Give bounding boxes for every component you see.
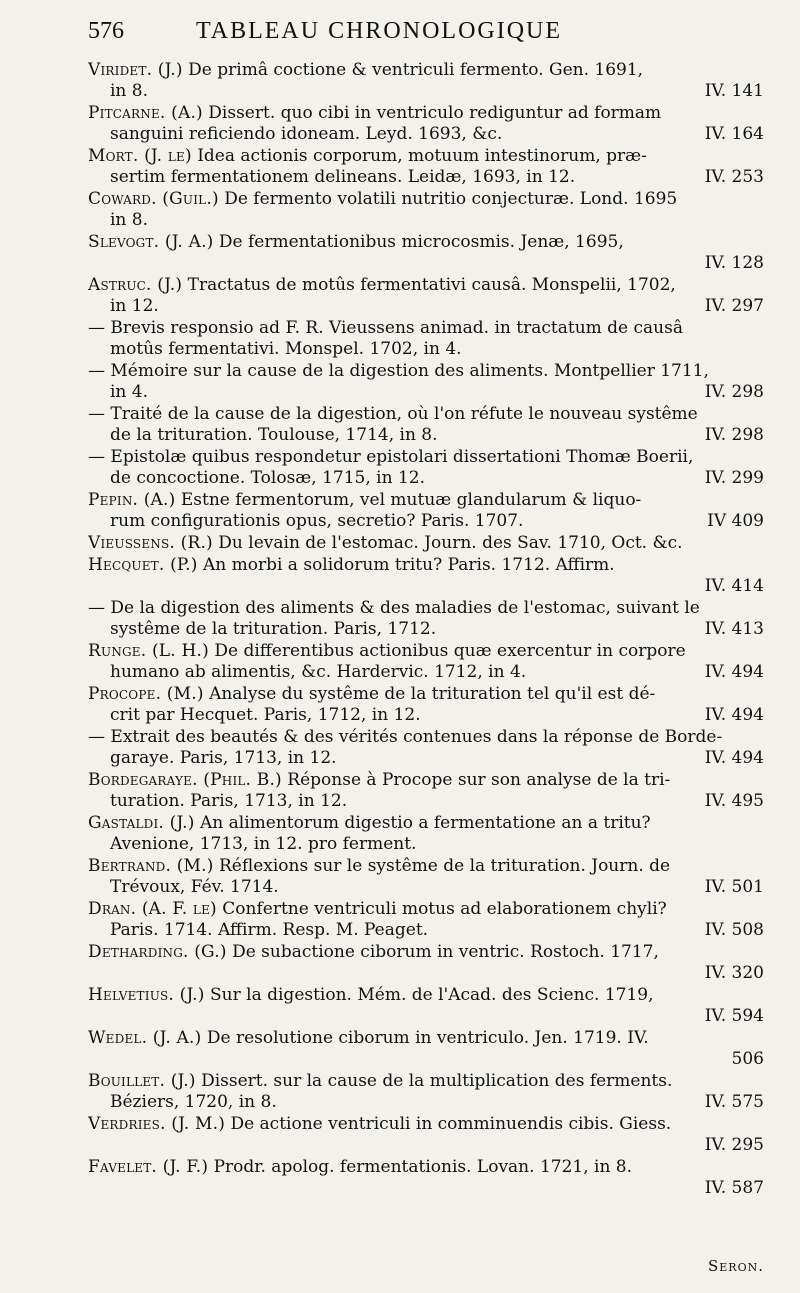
- entry-volume-reference: IV. 494: [704, 705, 764, 725]
- entry-text: De actione ventriculi in comminuendis cibis. Giess.: [230, 1114, 672, 1134]
- entry-text: Estne fermentorum, vel mutuæ glandularum & liquo-: [180, 490, 642, 510]
- bibliography-entry: [88, 1028, 764, 1070]
- entry-continuation-line: [88, 748, 764, 769]
- entry-text: garaye. Paris, 1713, in 12.: [110, 748, 337, 768]
- bibliography-entry: [88, 985, 764, 1027]
- entry-author: Pitcarne. (A.): [88, 103, 203, 123]
- entry-continuation-line: [88, 339, 764, 360]
- entry-volume-reference: IV. 594: [704, 1006, 764, 1026]
- entry-text: turation. Paris, 1713, in 12.: [110, 791, 348, 811]
- bibliography-entry: [88, 813, 764, 855]
- entry-text: in 4.: [110, 382, 149, 402]
- bibliography-entry: [88, 1157, 764, 1199]
- entry-text: rum configurationis opus, secretio? Paris. 1707.: [110, 511, 524, 531]
- entry-text: De primâ coctione & ventriculi fermento. Gen. 1691,: [188, 60, 644, 80]
- entry-continuation-line: [88, 1006, 764, 1027]
- entry-first-line: [88, 146, 764, 167]
- entry-first-line: [88, 1071, 764, 1092]
- entry-text: De resolutione ciborum in ventriculo. Jen. 1719. IV.: [206, 1028, 649, 1048]
- entry-volume-reference: 506: [731, 1049, 764, 1069]
- entry-text: An morbi a solidorum tritu? Paris. 1712. Affirm.: [202, 555, 615, 575]
- entry-text: Trévoux, Fév. 1714.: [110, 877, 279, 897]
- entry-volume-reference: IV. 164: [704, 124, 764, 144]
- entry-text: — Epistolæ quibus respondetur epistolari dissertationi Thomæ Boerii,: [88, 447, 694, 467]
- entry-first-line: [88, 361, 764, 382]
- entry-author: Detharding. (G.): [88, 942, 227, 962]
- bibliography-entry: [88, 641, 764, 683]
- entry-first-line: [88, 899, 764, 920]
- entry-continuation-line: [88, 1092, 764, 1113]
- entry-continuation-line: [88, 167, 764, 188]
- entry-text: sanguini reficiendo idoneam. Leyd. 1693, &c.: [110, 124, 503, 144]
- entry-continuation-line: [88, 791, 764, 812]
- entry-first-line: [88, 1114, 764, 1135]
- entry-text: — De la digestion des aliments & des maladies de l'estomac, suivant le: [88, 598, 700, 618]
- entry-text: Avenione, 1713, in 12. pro ferment.: [110, 834, 417, 854]
- entry-text: De fermentationibus microcosmis. Jenæ, 1695,: [218, 232, 624, 252]
- entry-author: Runge. (L. H.): [88, 641, 209, 661]
- entry-volume-reference: IV. 587: [704, 1178, 764, 1198]
- entry-volume-reference: IV. 495: [704, 791, 764, 811]
- entry-volume-reference: IV. 575: [704, 1092, 764, 1112]
- entry-volume-reference: IV. 298: [704, 425, 764, 445]
- entry-first-line: [88, 232, 764, 253]
- entry-first-line: [88, 727, 764, 748]
- entry-author: Mort. (J. le): [88, 146, 192, 166]
- bibliography-entry: [88, 1114, 764, 1156]
- entry-volume-reference: IV. 320: [704, 963, 764, 983]
- entry-first-line: [88, 103, 764, 124]
- entry-first-line: [88, 813, 764, 834]
- bibliography-entry: [88, 232, 764, 274]
- bibliography-entry: [88, 684, 764, 726]
- entry-text: humano ab alimentis, &c. Hardervic. 1712, in 4.: [110, 662, 527, 682]
- entry-first-line: [88, 555, 764, 576]
- entry-continuation-line: [88, 877, 764, 898]
- entry-author: Vieussens. (R.): [88, 533, 213, 553]
- entry-text: Réflexions sur le systême de la trituration. Journ. de: [219, 856, 671, 876]
- bibliography-entry: [88, 942, 764, 984]
- entry-continuation-line: [88, 834, 764, 855]
- entry-continuation-line: [88, 576, 764, 597]
- entry-continuation-line: [88, 1049, 764, 1070]
- bibliography-list: [88, 60, 764, 1199]
- entry-first-line: [88, 189, 764, 210]
- entry-first-line: [88, 770, 764, 791]
- entry-continuation-line: [88, 296, 764, 317]
- entry-volume-reference: IV. 253: [704, 167, 764, 187]
- bibliography-entry: [88, 318, 764, 360]
- entry-text: Confertne ventriculi motus ad elaborationem chyli?: [222, 899, 667, 919]
- entry-author: Helvetius. (J.): [88, 985, 205, 1005]
- bibliography-entry: [88, 598, 764, 640]
- entry-text: — Mémoire sur la cause de la digestion des aliments. Montpellier 1711,: [88, 361, 709, 381]
- bibliography-entry: [88, 727, 764, 769]
- entry-text: An alimentorum digestio a fermentatione an a tritu?: [200, 813, 651, 833]
- entry-text: Béziers, 1720, in 8.: [110, 1092, 277, 1112]
- entry-first-line: [88, 598, 764, 619]
- entry-continuation-line: [88, 382, 764, 403]
- entry-text: De fermento volatili nutritio conjecturæ. Lond. 1695: [224, 189, 678, 209]
- entry-text: — Extrait des beautés & des vérités contenues dans la réponse de Borde-: [88, 727, 723, 747]
- entry-continuation-line: [88, 210, 764, 231]
- entry-text: Tractatus de motûs fermentativi causâ. Monspelii, 1702,: [187, 275, 676, 295]
- entry-text: in 8.: [110, 81, 149, 101]
- entry-volume-reference: IV. 295: [704, 1135, 764, 1155]
- entry-author: Procope. (M.): [88, 684, 204, 704]
- entry-first-line: [88, 404, 764, 425]
- entry-continuation-line: [88, 619, 764, 640]
- entry-volume-reference: IV. 128: [704, 253, 764, 273]
- bibliography-entry: [88, 1071, 764, 1113]
- bibliography-entry: [88, 533, 764, 554]
- entry-first-line: [88, 533, 764, 554]
- entry-author: Slevogt. (J. A.): [88, 232, 214, 252]
- entry-continuation-line: [88, 963, 764, 984]
- entry-first-line: [88, 275, 764, 296]
- entry-first-line: [88, 1157, 764, 1178]
- entry-first-line: [88, 318, 764, 339]
- entry-volume-reference: IV. 299: [704, 468, 764, 488]
- entry-continuation-line: [88, 81, 764, 102]
- entry-text: in 12.: [110, 296, 159, 316]
- entry-author: Astruc. (J.): [88, 275, 183, 295]
- entry-text: De subactione ciborum in ventric. Rostoch. 1717,: [232, 942, 659, 962]
- entry-text: de concoctione. Tolosæ, 1715, in 12.: [110, 468, 425, 488]
- entry-first-line: [88, 985, 764, 1006]
- entry-author: Dran. (A. F. le): [88, 899, 217, 919]
- entry-text: crit par Hecquet. Paris, 1712, in 12.: [110, 705, 421, 725]
- entry-continuation-line: [88, 1178, 764, 1199]
- entry-continuation-line: [88, 1135, 764, 1156]
- entry-continuation-line: [88, 705, 764, 726]
- entry-author: Bordegaraye. (Phil. B.): [88, 770, 282, 790]
- page-header: [88, 18, 764, 60]
- entry-text: Réponse à Procope sur son analyse de la tri-: [287, 770, 671, 790]
- entry-volume-reference: IV. 501: [704, 877, 764, 897]
- entry-text: Dissert. sur la cause de la multiplication des ferments.: [201, 1071, 673, 1091]
- bibliography-entry: [88, 856, 764, 898]
- bibliography-entry: [88, 555, 764, 597]
- entry-first-line: [88, 60, 764, 81]
- entry-text: Dissert. quo cibi in ventriculo rediguntur ad formam: [208, 103, 662, 123]
- bibliography-entry: [88, 490, 764, 532]
- entry-volume-reference: IV. 508: [704, 920, 764, 940]
- entry-author: Bouillet. (J.): [88, 1071, 196, 1091]
- entry-text: Paris. 1714. Affirm. Resp. M. Peaget.: [110, 920, 429, 940]
- entry-volume-reference: IV 409: [707, 511, 764, 531]
- entry-continuation-line: [88, 124, 764, 145]
- entry-author: Pepin. (A.): [88, 490, 176, 510]
- entry-text: Du levain de l'estomac. Journ. des Sav. 1710, Oct. &c.: [218, 533, 683, 553]
- entry-first-line: [88, 447, 764, 468]
- running-title: TABLEAU CHRONOLOGIQUE: [196, 18, 563, 44]
- entry-text: — Traité de la cause de la digestion, où l'on réfute le nouveau systême: [88, 404, 698, 424]
- entry-continuation-line: [88, 511, 764, 532]
- entry-first-line: [88, 856, 764, 877]
- entry-author: Viridet. (J.): [88, 60, 183, 80]
- entry-volume-reference: IV. 298: [704, 382, 764, 402]
- entry-volume-reference: IV. 494: [704, 662, 764, 682]
- entry-text: Analyse du systême de la trituration tel qu'il est dé-: [209, 684, 656, 704]
- entry-text: in 8.: [110, 210, 149, 230]
- entry-text: systême de la trituration. Paris, 1712.: [110, 619, 437, 639]
- entry-first-line: [88, 942, 764, 963]
- entry-continuation-line: [88, 920, 764, 941]
- bibliography-entry: [88, 189, 764, 231]
- bibliography-entry: [88, 275, 764, 317]
- entry-continuation-line: [88, 662, 764, 683]
- bibliography-entry: [88, 899, 764, 941]
- entry-continuation-line: [88, 468, 764, 489]
- entry-author: Coward. (Guil.): [88, 189, 219, 209]
- catchword: Seron.: [708, 1257, 764, 1275]
- entry-author: Wedel. (J. A.): [88, 1028, 202, 1048]
- entry-volume-reference: IV. 297: [704, 296, 764, 316]
- entry-text: sertim fermentationem delineans. Leidæ, 1693, in 12.: [110, 167, 576, 187]
- bibliography-entry: [88, 361, 764, 403]
- entry-first-line: [88, 490, 764, 511]
- entry-author: Bertrand. (M.): [88, 856, 214, 876]
- bibliography-entry: [88, 447, 764, 489]
- bibliography-entry: [88, 60, 764, 102]
- entry-text: motûs fermentativi. Monspel. 1702, in 4.: [110, 339, 462, 359]
- entry-volume-reference: IV. 414: [704, 576, 764, 596]
- entry-volume-reference: IV. 413: [704, 619, 764, 639]
- entry-author: Verdries. (J. M.): [88, 1114, 226, 1134]
- entry-first-line: [88, 1028, 764, 1049]
- entry-text: Prodr. apolog. fermentationis. Lovan. 1721, in 8.: [213, 1157, 633, 1177]
- page-number: 576: [88, 18, 124, 44]
- entry-text: de la trituration. Toulouse, 1714, in 8.: [110, 425, 438, 445]
- entry-text: De differentibus actionibus quæ exercentur in corpore: [214, 641, 686, 661]
- entry-text: Idea actionis corporum, motuum intestinorum, præ-: [197, 146, 647, 166]
- entry-continuation-line: [88, 425, 764, 446]
- entry-author: Gastaldi. (J.): [88, 813, 195, 833]
- entry-author: Hecquet. (P.): [88, 555, 198, 575]
- entry-volume-reference: IV. 494: [704, 748, 764, 768]
- entry-first-line: [88, 641, 764, 662]
- bibliography-entry: [88, 404, 764, 446]
- entry-continuation-line: [88, 253, 764, 274]
- bibliography-entry: [88, 103, 764, 145]
- entry-text: Sur la digestion. Mém. de l'Acad. des Scienc. 1719,: [210, 985, 654, 1005]
- entry-volume-reference: IV. 141: [704, 81, 764, 101]
- bibliography-entry: [88, 770, 764, 812]
- entry-text: — Brevis responsio ad F. R. Vieussens animad. in tractatum de causâ: [88, 318, 683, 338]
- bibliography-entry: [88, 146, 764, 188]
- entry-author: Favelet. (J. F.): [88, 1157, 209, 1177]
- entry-first-line: [88, 684, 764, 705]
